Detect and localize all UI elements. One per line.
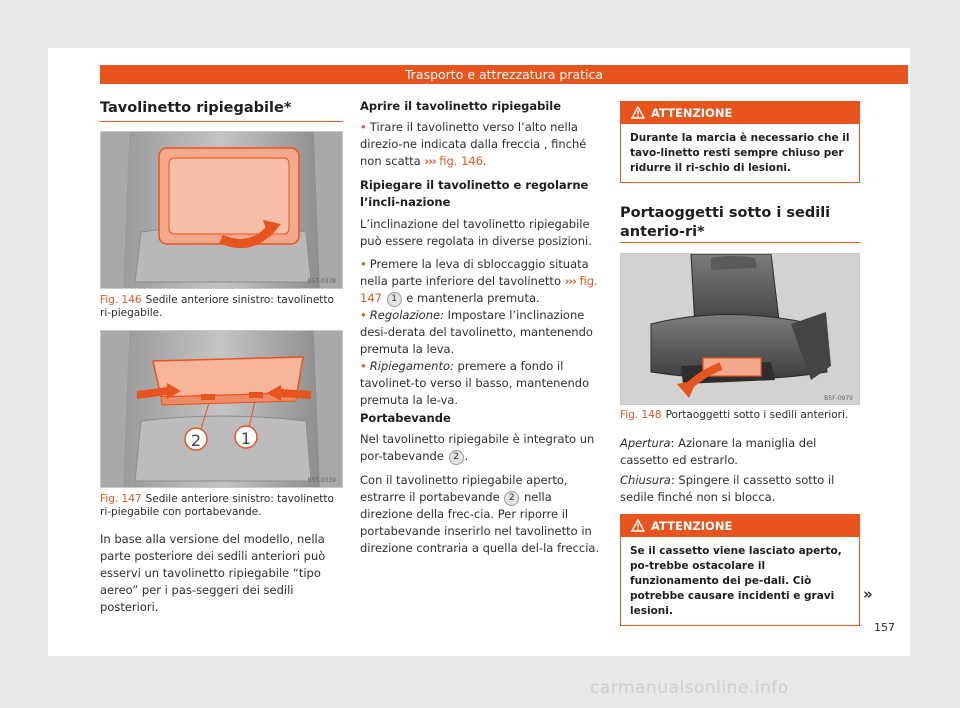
warning-text: Durante la marcia è necessario che il tavo-linetto resti sempre chiuso per ridurre il ri-schio di lesioni. bbox=[630, 132, 850, 174]
figure-148 bbox=[620, 253, 860, 405]
step3-label: Ripiegamento: bbox=[369, 359, 454, 373]
close-label: Chiusura bbox=[620, 473, 671, 487]
figure-code: B5T-0339 bbox=[307, 477, 336, 484]
fold-step-2 bbox=[360, 307, 602, 358]
heading-cupholder: Portabevande bbox=[360, 411, 451, 425]
step2-label: Regolazione: bbox=[369, 308, 444, 322]
heading-open-tray: Aprire il tavolinetto ripiegabile bbox=[360, 99, 562, 113]
seat-tray-illustration bbox=[101, 132, 342, 288]
seat-drawer-illustration bbox=[621, 254, 859, 404]
step1-post: e mantenerla premuta. bbox=[406, 291, 540, 305]
warning-box-1 bbox=[620, 101, 860, 183]
bullet: • bbox=[360, 308, 367, 322]
ref-arrow: ››› bbox=[564, 274, 576, 288]
ref-number-2: 2 bbox=[504, 491, 519, 506]
intro-paragraph: In base alla versione del modello, nella parte posteriore dei sedili anteriori può esservi un tavolinetto ripiegabile “tipo aereo” per i pas-seggeri dei sedili posteriori. bbox=[100, 532, 326, 614]
figure-number: Fig. 146 bbox=[100, 294, 142, 306]
figure-146 bbox=[100, 131, 343, 289]
ref-number-1: 1 bbox=[387, 292, 402, 307]
ref-arrow: ››› bbox=[424, 154, 436, 168]
cup-text-2-post: nella direzione della frec-cia. Per riporre il portabevande inserirlo nel tavolinetto in direzione contraria a quella del-la freccia. bbox=[360, 490, 600, 555]
ref-number-2: 2 bbox=[449, 450, 464, 465]
callout-1: 1 bbox=[240, 429, 252, 448]
figure-code: B5T-0338 bbox=[307, 278, 336, 285]
open-label: Apertura bbox=[620, 436, 671, 450]
fold-step-1 bbox=[360, 256, 602, 307]
continue-mark: » bbox=[863, 585, 873, 603]
figure-number: Fig. 148 bbox=[620, 409, 662, 421]
warning-header bbox=[621, 515, 859, 537]
fig147-link[interactable]: fig. 147 bbox=[360, 274, 598, 305]
step1-text: Premere la leva di sbloccaggio situata nella parte inferiore del tavolinetto bbox=[360, 257, 589, 288]
section-rule bbox=[620, 242, 860, 243]
cup-text-2-pre: Con il tavolinetto ripiegabile aperto, estrarre il portabevande bbox=[360, 473, 568, 504]
section-title-tray: Tavolinetto ripiegabile* bbox=[100, 100, 292, 116]
caption-text: Sedile anteriore sinistro: tavolinetto ri-piegabile con portabevande. bbox=[100, 493, 334, 518]
drawer-close-text bbox=[620, 472, 860, 506]
cupholder-text-2 bbox=[360, 472, 602, 557]
seat-tray-cupholder-illustration bbox=[101, 331, 342, 487]
bullet: • bbox=[360, 120, 367, 134]
figure-146-caption bbox=[100, 294, 343, 320]
warning-triangle-icon bbox=[631, 519, 645, 532]
section-title-drawer: Portaoggetti sotto i sedili anterio-ri* bbox=[620, 205, 831, 240]
section-rule bbox=[100, 121, 343, 122]
close-text: : Spingere il cassetto sotto il sedile finché non si blocca. bbox=[620, 473, 835, 504]
figure-147-caption bbox=[100, 493, 343, 519]
open-step: • Tirare il tavolinetto verso l’alto nella direzio-ne indicata dalla freccia , finché non scatta ››› fig. 146. bbox=[360, 120, 587, 168]
warning-title: ATTENZIONE bbox=[651, 519, 733, 533]
manual-page bbox=[48, 48, 910, 656]
heading-fold-tray: Ripiegare il tavolinetto e regolarne l’incli-nazione bbox=[360, 178, 589, 209]
step3-text: premere a fondo il tavolinet-to verso il basso, mantenendo premuta la le-va. bbox=[360, 359, 590, 407]
drawer-open-text bbox=[620, 435, 860, 469]
caption-text: Sedile anteriore sinistro: tavolinetto ri-piegabile. bbox=[100, 294, 334, 319]
cupholder-text-1: Nel tavolinetto ripiegabile è integrato un por-tabevande 2 . bbox=[360, 432, 595, 463]
step2-text: Impostare l’inclinazione desi-derata del tavolinetto, mantenendo premuta la leva. bbox=[360, 308, 593, 356]
bullet: • bbox=[360, 257, 367, 271]
watermark: carmanualsonline.info bbox=[590, 678, 789, 698]
fig146-link[interactable]: fig. 146 bbox=[439, 154, 484, 168]
figure-number: Fig. 147 bbox=[100, 493, 142, 505]
open-step-text: Tirare il tavolinetto verso l’alto nella direzio-ne indicata dalla freccia , finché non scatta bbox=[360, 120, 587, 168]
page-number: 157 bbox=[874, 621, 895, 634]
warning-title: ATTENZIONE bbox=[651, 106, 733, 120]
figure-code: B5F-0979 bbox=[824, 395, 853, 402]
open-text: : Azionare la maniglia del cassetto ed estrarlo. bbox=[620, 436, 817, 467]
callout-2: 2 bbox=[190, 431, 202, 450]
caption-text: Portaoggetti sotto i sedili anteriori. bbox=[665, 409, 849, 421]
warning-triangle-icon bbox=[631, 106, 645, 119]
cup-text-1: Nel tavolinetto ripiegabile è integrato un por-tabevande bbox=[360, 432, 595, 463]
warning-header bbox=[621, 102, 859, 124]
warning-box-2 bbox=[620, 514, 860, 626]
figure-147 bbox=[100, 330, 343, 488]
warning-text: Se il cassetto viene lasciato aperto, po-trebbe ostacolare il funzionamento dei pe-dali. Ciò potrebbe causare incidenti e gravi lesioni. bbox=[630, 545, 842, 617]
fold-step-3 bbox=[360, 358, 602, 409]
fold-intro: L’inclinazione del tavolinetto ripiegabile può essere regolata in diverse posizioni. bbox=[360, 217, 592, 248]
bullet: • bbox=[360, 359, 367, 373]
figure-148-caption bbox=[620, 409, 860, 422]
chapter-header: Trasporto e attrezzatura pratica bbox=[100, 65, 908, 84]
